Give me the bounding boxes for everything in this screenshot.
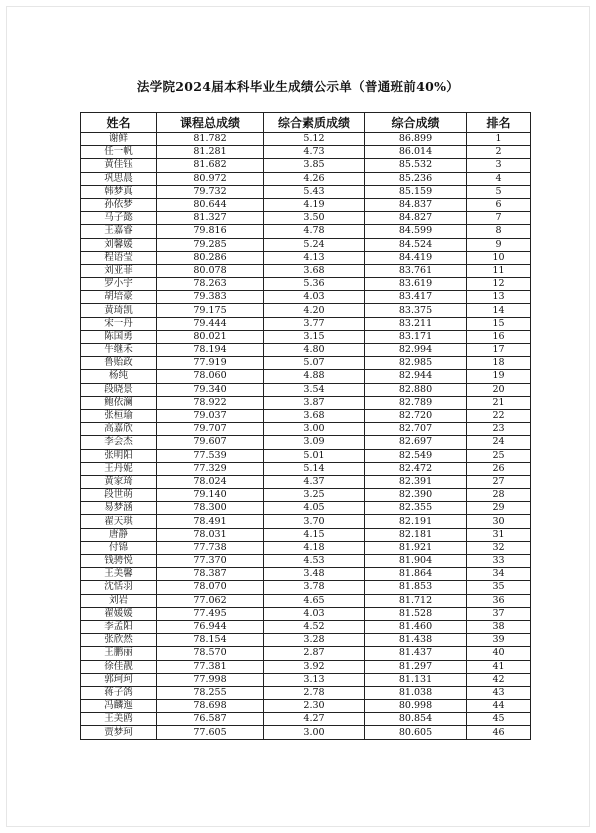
cell-course-total: 78.255 (157, 686, 264, 699)
table-row (81, 660, 531, 673)
table-row (81, 357, 531, 370)
cell-rank: 36 (467, 594, 531, 607)
cell-rank: 27 (467, 475, 531, 488)
cell-rank: 20 (467, 383, 531, 396)
cell-quality-score: 3.78 (264, 581, 365, 594)
cell-overall-score: 82.355 (365, 502, 467, 515)
cell-overall-score: 83.211 (365, 317, 467, 330)
cell-quality-score: 3.54 (264, 383, 365, 396)
cell-quality-score: 4.73 (264, 146, 365, 159)
cell-overall-score: 84.524 (365, 238, 467, 251)
cell-overall-score: 81.131 (365, 673, 467, 686)
cell-rank: 37 (467, 607, 531, 620)
cell-quality-score: 4.78 (264, 225, 365, 238)
cell-quality-score: 4.52 (264, 620, 365, 633)
cell-rank: 11 (467, 264, 531, 277)
cell-rank: 44 (467, 700, 531, 713)
table-row (81, 607, 531, 620)
cell-overall-score: 81.853 (365, 581, 467, 594)
table-row (81, 568, 531, 581)
cell-quality-score: 3.70 (264, 515, 365, 528)
cell-course-total: 79.383 (157, 291, 264, 304)
cell-quality-score: 2.78 (264, 686, 365, 699)
table-row (81, 251, 531, 264)
cell-rank: 25 (467, 449, 531, 462)
cell-course-total: 78.194 (157, 344, 264, 357)
cell-course-total: 79.037 (157, 409, 264, 422)
table-row (81, 673, 531, 686)
cell-course-total: 81.782 (157, 133, 264, 146)
cell-quality-score: 3.92 (264, 660, 365, 673)
cell-course-total: 78.300 (157, 502, 264, 515)
table-row (81, 634, 531, 647)
cell-name: 高嘉欣 (81, 423, 157, 436)
table-row (81, 278, 531, 291)
cell-rank: 15 (467, 317, 531, 330)
cell-name: 任一帆 (81, 146, 157, 159)
cell-name: 宋一丹 (81, 317, 157, 330)
cell-name: 巩思晨 (81, 172, 157, 185)
cell-name: 张明阳 (81, 449, 157, 462)
cell-quality-score: 3.77 (264, 317, 365, 330)
cell-name: 蒋子鸽 (81, 686, 157, 699)
cell-overall-score: 82.390 (365, 489, 467, 502)
cell-name: 沈恬羽 (81, 581, 157, 594)
cell-name: 王丹妮 (81, 462, 157, 475)
cell-quality-score: 4.05 (264, 502, 365, 515)
cell-course-total: 77.919 (157, 357, 264, 370)
cell-rank: 8 (467, 225, 531, 238)
cell-name: 鲁贻政 (81, 357, 157, 370)
cell-rank: 16 (467, 330, 531, 343)
table-row (81, 330, 531, 343)
cell-name: 胡培豪 (81, 291, 157, 304)
table-row (81, 133, 531, 146)
cell-quality-score: 5.36 (264, 278, 365, 291)
cell-overall-score: 82.944 (365, 370, 467, 383)
cell-overall-score: 81.528 (365, 607, 467, 620)
table-row (81, 304, 531, 317)
cell-rank: 43 (467, 686, 531, 699)
cell-rank: 2 (467, 146, 531, 159)
table-row (81, 462, 531, 475)
cell-overall-score: 83.417 (365, 291, 467, 304)
cell-quality-score: 3.15 (264, 330, 365, 343)
table-row (81, 370, 531, 383)
table-row (81, 700, 531, 713)
cell-course-total: 79.140 (157, 489, 264, 502)
cell-course-total: 78.698 (157, 700, 264, 713)
cell-name: 张欣然 (81, 634, 157, 647)
table-row (81, 238, 531, 251)
cell-name: 徐佳靓 (81, 660, 157, 673)
cell-rank: 30 (467, 515, 531, 528)
table-row (81, 502, 531, 515)
cell-name: 罗小宇 (81, 278, 157, 291)
cell-overall-score: 83.619 (365, 278, 467, 291)
cell-name: 陈国勇 (81, 330, 157, 343)
cell-overall-score: 80.854 (365, 713, 467, 726)
table-row (81, 594, 531, 607)
cell-name: 王美鸥 (81, 713, 157, 726)
cell-rank: 6 (467, 198, 531, 211)
cell-course-total: 78.491 (157, 515, 264, 528)
cell-quality-score: 4.80 (264, 344, 365, 357)
cell-overall-score: 82.549 (365, 449, 467, 462)
cell-course-total: 77.062 (157, 594, 264, 607)
cell-course-total: 78.154 (157, 634, 264, 647)
cell-name: 付锦 (81, 541, 157, 554)
cell-rank: 3 (467, 159, 531, 172)
cell-quality-score: 4.37 (264, 475, 365, 488)
cell-course-total: 81.327 (157, 212, 264, 225)
cell-name: 冯麟迤 (81, 700, 157, 713)
cell-course-total: 80.286 (157, 251, 264, 264)
cell-overall-score: 82.181 (365, 528, 467, 541)
cell-course-total: 78.263 (157, 278, 264, 291)
cell-rank: 38 (467, 620, 531, 633)
cell-quality-score: 3.68 (264, 409, 365, 422)
cell-rank: 40 (467, 647, 531, 660)
cell-course-total: 76.587 (157, 713, 264, 726)
cell-rank: 45 (467, 713, 531, 726)
table-row (81, 686, 531, 699)
cell-quality-score: 4.26 (264, 172, 365, 185)
table-row (81, 409, 531, 422)
cell-course-total: 79.816 (157, 225, 264, 238)
cell-overall-score: 82.472 (365, 462, 467, 475)
cell-course-total: 77.495 (157, 607, 264, 620)
cell-quality-score: 4.19 (264, 198, 365, 211)
table-row (81, 581, 531, 594)
table-row (81, 436, 531, 449)
cell-name: 鲍依澜 (81, 396, 157, 409)
cell-overall-score: 82.720 (365, 409, 467, 422)
table-row (81, 291, 531, 304)
cell-overall-score: 80.605 (365, 726, 467, 739)
header-overall-score: 综合成绩 (365, 113, 467, 133)
table-row (81, 541, 531, 554)
cell-overall-score: 83.761 (365, 264, 467, 277)
table-row (81, 264, 531, 277)
cell-rank: 21 (467, 396, 531, 409)
cell-rank: 9 (467, 238, 531, 251)
cell-course-total: 81.682 (157, 159, 264, 172)
cell-rank: 35 (467, 581, 531, 594)
cell-course-total: 78.070 (157, 581, 264, 594)
cell-overall-score: 85.236 (365, 172, 467, 185)
table-row (81, 146, 531, 159)
cell-rank: 19 (467, 370, 531, 383)
cell-rank: 31 (467, 528, 531, 541)
cell-rank: 24 (467, 436, 531, 449)
cell-name: 刘馨媛 (81, 238, 157, 251)
table-row (81, 396, 531, 409)
cell-rank: 7 (467, 212, 531, 225)
cell-course-total: 77.998 (157, 673, 264, 686)
cell-quality-score: 5.12 (264, 133, 365, 146)
cell-quality-score: 5.01 (264, 449, 365, 462)
cell-name: 黄琦凯 (81, 304, 157, 317)
table-row (81, 528, 531, 541)
table-row (81, 489, 531, 502)
table-row (81, 185, 531, 198)
cell-rank: 28 (467, 489, 531, 502)
cell-overall-score: 84.837 (365, 198, 467, 211)
cell-overall-score: 81.297 (365, 660, 467, 673)
cell-name: 李会杰 (81, 436, 157, 449)
cell-name: 张桓瑜 (81, 409, 157, 422)
cell-quality-score: 3.68 (264, 264, 365, 277)
cell-rank: 5 (467, 185, 531, 198)
table-body (81, 133, 531, 740)
cell-name: 唐静 (81, 528, 157, 541)
cell-course-total: 79.707 (157, 423, 264, 436)
table-row (81, 344, 531, 357)
table-row (81, 515, 531, 528)
table-row (81, 713, 531, 726)
cell-quality-score: 3.28 (264, 634, 365, 647)
cell-course-total: 79.444 (157, 317, 264, 330)
cell-quality-score: 2.87 (264, 647, 365, 660)
cell-quality-score: 4.03 (264, 291, 365, 304)
cell-quality-score: 4.65 (264, 594, 365, 607)
cell-rank: 46 (467, 726, 531, 739)
cell-rank: 10 (467, 251, 531, 264)
cell-course-total: 77.539 (157, 449, 264, 462)
cell-rank: 14 (467, 304, 531, 317)
cell-name: 贾梦珂 (81, 726, 157, 739)
cell-course-total: 76.944 (157, 620, 264, 633)
cell-overall-score: 82.789 (365, 396, 467, 409)
cell-course-total: 77.381 (157, 660, 264, 673)
cell-name: 段晓景 (81, 383, 157, 396)
cell-overall-score: 81.904 (365, 555, 467, 568)
table-row (81, 172, 531, 185)
cell-name: 刘岩 (81, 594, 157, 607)
cell-overall-score: 82.697 (365, 436, 467, 449)
cell-name: 程语莹 (81, 251, 157, 264)
cell-quality-score: 4.13 (264, 251, 365, 264)
cell-overall-score: 86.014 (365, 146, 467, 159)
cell-rank: 41 (467, 660, 531, 673)
cell-overall-score: 81.038 (365, 686, 467, 699)
cell-quality-score: 5.43 (264, 185, 365, 198)
cell-course-total: 80.972 (157, 172, 264, 185)
cell-overall-score: 82.994 (365, 344, 467, 357)
table-row (81, 317, 531, 330)
cell-course-total: 78.024 (157, 475, 264, 488)
cell-course-total: 79.607 (157, 436, 264, 449)
cell-course-total: 78.031 (157, 528, 264, 541)
table-row (81, 475, 531, 488)
cell-quality-score: 2.30 (264, 700, 365, 713)
header-course-total: 课程总成绩 (157, 113, 264, 133)
cell-name: 翟媛媛 (81, 607, 157, 620)
cell-rank: 32 (467, 541, 531, 554)
cell-rank: 33 (467, 555, 531, 568)
cell-name: 翟天琪 (81, 515, 157, 528)
cell-overall-score: 84.599 (365, 225, 467, 238)
cell-course-total: 78.387 (157, 568, 264, 581)
cell-rank: 23 (467, 423, 531, 436)
cell-rank: 17 (467, 344, 531, 357)
cell-overall-score: 84.827 (365, 212, 467, 225)
table-row (81, 647, 531, 660)
cell-name: 钱骋悦 (81, 555, 157, 568)
table-row (81, 383, 531, 396)
cell-name: 杨纯 (81, 370, 157, 383)
cell-overall-score: 81.864 (365, 568, 467, 581)
cell-course-total: 79.340 (157, 383, 264, 396)
cell-overall-score: 85.532 (365, 159, 467, 172)
score-table (80, 112, 531, 740)
table-row (81, 159, 531, 172)
cell-name: 易梦涵 (81, 502, 157, 515)
cell-course-total: 78.060 (157, 370, 264, 383)
cell-overall-score: 81.437 (365, 647, 467, 660)
cell-overall-score: 85.159 (365, 185, 467, 198)
cell-course-total: 80.644 (157, 198, 264, 211)
cell-name: 段世萌 (81, 489, 157, 502)
table-header-row (81, 113, 531, 133)
cell-name: 黄家琦 (81, 475, 157, 488)
cell-overall-score: 81.460 (365, 620, 467, 633)
cell-quality-score: 4.20 (264, 304, 365, 317)
header-quality-score: 综合素质成绩 (264, 113, 365, 133)
header-rank: 排名 (467, 113, 531, 133)
cell-overall-score: 83.375 (365, 304, 467, 317)
cell-course-total: 77.738 (157, 541, 264, 554)
cell-overall-score: 80.998 (365, 700, 467, 713)
cell-quality-score: 4.88 (264, 370, 365, 383)
cell-course-total: 77.605 (157, 726, 264, 739)
cell-quality-score: 3.00 (264, 726, 365, 739)
cell-quality-score: 5.24 (264, 238, 365, 251)
cell-quality-score: 5.14 (264, 462, 365, 475)
table-row (81, 726, 531, 739)
cell-name: 刘亚菲 (81, 264, 157, 277)
cell-rank: 22 (467, 409, 531, 422)
cell-quality-score: 4.18 (264, 541, 365, 554)
cell-overall-score: 82.707 (365, 423, 467, 436)
cell-name: 李孟阳 (81, 620, 157, 633)
cell-name: 王美馨 (81, 568, 157, 581)
cell-rank: 18 (467, 357, 531, 370)
cell-quality-score: 3.87 (264, 396, 365, 409)
cell-quality-score: 3.50 (264, 212, 365, 225)
table-row (81, 212, 531, 225)
table-row (81, 423, 531, 436)
cell-rank: 42 (467, 673, 531, 686)
cell-overall-score: 82.391 (365, 475, 467, 488)
cell-course-total: 78.570 (157, 647, 264, 660)
cell-rank: 34 (467, 568, 531, 581)
cell-name: 王嘉睿 (81, 225, 157, 238)
cell-overall-score: 81.438 (365, 634, 467, 647)
cell-course-total: 81.281 (157, 146, 264, 159)
cell-course-total: 80.021 (157, 330, 264, 343)
table-row (81, 449, 531, 462)
cell-course-total: 79.175 (157, 304, 264, 317)
cell-name: 牛继禾 (81, 344, 157, 357)
cell-name: 韩梦真 (81, 185, 157, 198)
cell-course-total: 77.329 (157, 462, 264, 475)
cell-overall-score: 82.985 (365, 357, 467, 370)
cell-name: 孙依梦 (81, 198, 157, 211)
cell-quality-score: 5.07 (264, 357, 365, 370)
cell-overall-score: 86.899 (365, 133, 467, 146)
cell-quality-score: 3.00 (264, 423, 365, 436)
cell-name: 黄佳钰 (81, 159, 157, 172)
cell-name: 王鹏丽 (81, 647, 157, 660)
cell-quality-score: 4.53 (264, 555, 365, 568)
cell-rank: 29 (467, 502, 531, 515)
cell-rank: 12 (467, 278, 531, 291)
header-name: 姓名 (81, 113, 157, 133)
cell-rank: 26 (467, 462, 531, 475)
cell-name: 郭珂珂 (81, 673, 157, 686)
cell-overall-score: 82.880 (365, 383, 467, 396)
cell-overall-score: 81.712 (365, 594, 467, 607)
cell-course-total: 79.285 (157, 238, 264, 251)
table-row (81, 225, 531, 238)
cell-name: 谢鲜 (81, 133, 157, 146)
cell-quality-score: 3.13 (264, 673, 365, 686)
table-row (81, 620, 531, 633)
cell-rank: 4 (467, 172, 531, 185)
cell-rank: 39 (467, 634, 531, 647)
cell-overall-score: 84.419 (365, 251, 467, 264)
cell-name: 马子懿 (81, 212, 157, 225)
cell-overall-score: 81.921 (365, 541, 467, 554)
cell-rank: 1 (467, 133, 531, 146)
cell-course-total: 80.078 (157, 264, 264, 277)
cell-quality-score: 4.15 (264, 528, 365, 541)
cell-rank: 13 (467, 291, 531, 304)
cell-course-total: 78.922 (157, 396, 264, 409)
cell-course-total: 77.370 (157, 555, 264, 568)
cell-quality-score: 4.03 (264, 607, 365, 620)
cell-overall-score: 82.191 (365, 515, 467, 528)
document-title: 法学院2024届本科毕业生成绩公示单（普通班前40%） (136, 79, 460, 94)
cell-quality-score: 3.85 (264, 159, 365, 172)
table-row (81, 198, 531, 211)
cell-quality-score: 3.09 (264, 436, 365, 449)
cell-quality-score: 3.25 (264, 489, 365, 502)
cell-quality-score: 3.48 (264, 568, 365, 581)
cell-overall-score: 83.171 (365, 330, 467, 343)
cell-course-total: 79.732 (157, 185, 264, 198)
table-row (81, 555, 531, 568)
cell-quality-score: 4.27 (264, 713, 365, 726)
